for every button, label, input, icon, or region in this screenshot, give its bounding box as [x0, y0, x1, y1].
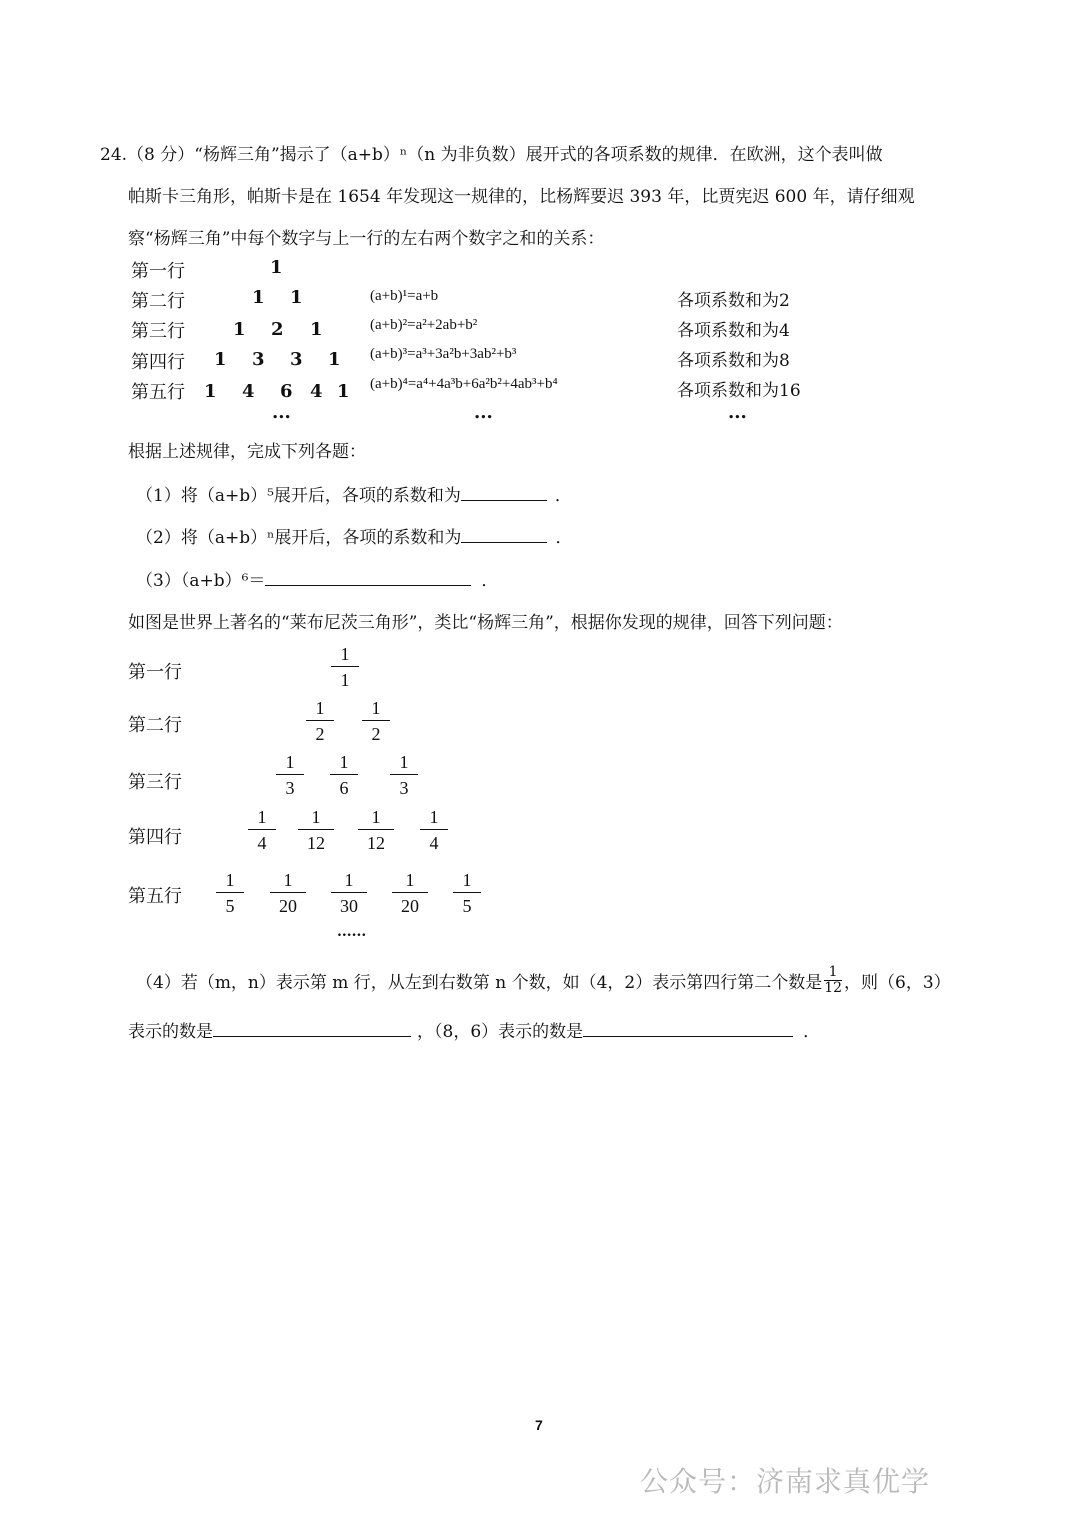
- question-2-end: ．: [555, 528, 573, 548]
- question-2: [136, 522, 572, 548]
- yanghui-number: 2: [271, 319, 284, 340]
- expansion-equation: (a+b)³=a³+3a²b+3ab²+b³: [370, 346, 517, 362]
- fraction-numerator: 1: [340, 644, 350, 664]
- ellipsis: ...: [272, 402, 291, 423]
- fraction-denominator: 20: [401, 896, 419, 916]
- leibniz-fraction: [270, 869, 306, 917]
- fraction-denominator: 20: [279, 896, 297, 916]
- yanghui-row-label: 第二行: [131, 291, 185, 312]
- fraction-numerator: 1: [225, 870, 235, 890]
- fraction-denominator: 3: [399, 778, 409, 798]
- instructions: 根据上述规律，完成下列各题：: [128, 442, 366, 462]
- coefficient-sum: 各项系数和为16: [677, 381, 801, 401]
- fraction-denominator: 5: [462, 896, 472, 916]
- yanghui-number: 1: [204, 381, 217, 402]
- question-3-text: （3）（a+b）⁶＝: [136, 571, 266, 591]
- leibniz-fraction: [331, 643, 359, 691]
- leibniz-fraction: [216, 869, 244, 917]
- yanghui-number: 3: [290, 349, 303, 370]
- question-4-text: （4）若（m，n）表示第 m 行，从左到右数第 n 个数，如（4，2）表示第四行第二个数是: [136, 973, 823, 993]
- fraction-bar: [276, 774, 304, 775]
- question-4-label-b: ，（8，6）表示的数是: [417, 1022, 584, 1042]
- yanghui-number: 1: [310, 319, 323, 340]
- question-4-label-a: 表示的数是: [128, 1022, 213, 1042]
- answer-blank-3[interactable]: [265, 565, 471, 586]
- question-1-text: （1）将（a+b）⁵展开后，各项的系数和为: [136, 486, 461, 506]
- question-1: [136, 480, 572, 506]
- question-3-end: ．: [481, 571, 499, 591]
- fraction-denominator: 1: [340, 670, 350, 690]
- ellipsis: ...: [728, 402, 747, 423]
- expansion-equation: (a+b)²=a²+2ab+b²: [370, 317, 478, 333]
- leibniz-fraction: [331, 869, 367, 917]
- leibniz-fraction: [330, 751, 358, 799]
- leibniz-row-label: 第五行: [128, 886, 182, 907]
- leibniz-fraction: [362, 697, 390, 745]
- coefficient-sum: 各项系数和为4: [677, 321, 790, 341]
- fraction-denominator: 5: [225, 896, 235, 916]
- fraction-bar: [453, 892, 481, 893]
- leibniz-fraction: [276, 751, 304, 799]
- fraction-bar: [390, 774, 418, 775]
- answer-blank-2[interactable]: [461, 522, 547, 543]
- fraction-denominator: 30: [340, 896, 358, 916]
- fraction-bar: [330, 774, 358, 775]
- problem-line-3: 察“杨辉三角”中每个数字与上一行的左右两个数字之和的关系：: [128, 229, 605, 249]
- yanghui-number: 4: [242, 381, 255, 402]
- fraction-denominator: 6: [339, 778, 349, 798]
- yanghui-number: 1: [233, 319, 246, 340]
- yanghui-row-label: 第一行: [131, 261, 185, 282]
- yanghui-number: 4: [310, 381, 323, 402]
- fraction-bar: [298, 829, 334, 830]
- question-2-text: （2）将（a+b）ⁿ展开后，各项的系数和为: [136, 528, 462, 548]
- leibniz-fraction: [392, 869, 428, 917]
- fraction-bar: [420, 829, 448, 830]
- leibniz-row-label: 第二行: [128, 715, 182, 736]
- fraction-numerator: 1: [257, 807, 267, 827]
- fraction-bar: [248, 829, 276, 830]
- inline-fraction-denominator: 12: [824, 980, 843, 996]
- fraction-bar: [392, 892, 428, 893]
- coefficient-sum: 各项系数和为8: [677, 351, 790, 371]
- question-4-line-2: [128, 1016, 820, 1042]
- fraction-numerator: 1: [285, 752, 295, 772]
- fraction-numerator: 1: [344, 870, 354, 890]
- inline-fraction: [824, 965, 842, 996]
- yanghui-number: 1: [290, 287, 303, 308]
- leibniz-fraction: [420, 806, 448, 854]
- fraction-numerator: 1: [311, 807, 321, 827]
- leibniz-row-label: 第四行: [128, 827, 182, 848]
- fraction-numerator: 1: [405, 870, 415, 890]
- leibniz-row-label: 第三行: [128, 772, 182, 793]
- fraction-bar: [331, 892, 367, 893]
- ellipsis: ...: [474, 402, 493, 423]
- watermark: 公众号：济南求真优学: [640, 1465, 931, 1498]
- fraction-denominator: 4: [257, 833, 267, 853]
- leibniz-fraction: [453, 869, 481, 917]
- fraction-denominator: 3: [285, 778, 295, 798]
- question-4-end: ．: [803, 1022, 821, 1042]
- fraction-denominator: 2: [371, 724, 381, 744]
- answer-blank-4b[interactable]: [583, 1016, 793, 1037]
- question-4-text-cont: ，则（6，3）: [844, 973, 951, 993]
- leibniz-fraction: [306, 697, 334, 745]
- question-4-line-1: [136, 964, 951, 999]
- leibniz-fraction: [298, 806, 334, 854]
- fraction-denominator: 12: [307, 833, 325, 853]
- page-number: 7: [535, 1417, 543, 1433]
- yanghui-number: 3: [252, 349, 265, 370]
- fraction-bar: [270, 892, 306, 893]
- answer-blank-1[interactable]: [461, 480, 547, 501]
- yanghui-number: 1: [214, 349, 227, 370]
- fraction-denominator: 4: [429, 833, 439, 853]
- answer-blank-4a[interactable]: [213, 1016, 411, 1037]
- leibniz-fraction: [248, 806, 276, 854]
- leibniz-ellipsis: ......: [337, 924, 367, 940]
- fraction-numerator: 1: [283, 870, 293, 890]
- problem-line-1: 24.（8 分）“杨辉三角”揭示了（a+b）ⁿ（n 为非负数）展开式的各项系数的规律．在欧洲，这个表叫做: [100, 145, 883, 165]
- yanghui-number: 1: [270, 257, 283, 278]
- fraction-numerator: 1: [339, 752, 349, 772]
- yanghui-number: 1: [337, 381, 350, 402]
- leibniz-intro: 如图是世界上著名的“莱布尼茨三角形”，类比“杨辉三角”，根据你发现的规律，回答下列问题：: [128, 613, 843, 633]
- fraction-bar: [306, 720, 334, 721]
- yanghui-row-label: 第三行: [131, 321, 185, 342]
- expansion-equation: (a+b)⁴=a⁴+4a³b+6a²b²+4ab³+b⁴: [370, 376, 558, 392]
- fraction-numerator: 1: [462, 870, 472, 890]
- leibniz-fraction: [358, 806, 394, 854]
- leibniz-fraction: [390, 751, 418, 799]
- leibniz-row-label: 第一行: [128, 662, 182, 683]
- fraction-numerator: 1: [371, 698, 381, 718]
- fraction-denominator: 12: [367, 833, 385, 853]
- fraction-numerator: 1: [399, 752, 409, 772]
- fraction-numerator: 1: [315, 698, 325, 718]
- fraction-bar: [331, 666, 359, 667]
- yanghui-number: 1: [328, 349, 341, 370]
- fraction-denominator: 2: [315, 724, 325, 744]
- question-1-end: ．: [554, 486, 572, 506]
- yanghui-row-label: 第四行: [131, 352, 185, 373]
- yanghui-row-label: 第五行: [131, 382, 185, 403]
- coefficient-sum: 各项系数和为2: [677, 291, 790, 311]
- fraction-numerator: 1: [371, 807, 381, 827]
- fraction-bar: [358, 829, 394, 830]
- yanghui-number: 6: [280, 381, 293, 402]
- yanghui-number: 1: [252, 287, 265, 308]
- question-3: [136, 565, 498, 591]
- fraction-bar: [362, 720, 390, 721]
- expansion-equation: (a+b)¹=a+b: [370, 288, 439, 304]
- fraction-numerator: 1: [429, 807, 439, 827]
- inline-fraction-numerator: 1: [828, 964, 838, 980]
- fraction-bar: [216, 892, 244, 893]
- problem-line-2: 帕斯卡三角形，帕斯卡是在 1654 年发现这一规律的，比杨辉要迟 393 年，比贾宪迟 600 年，请仔细观: [128, 187, 915, 207]
